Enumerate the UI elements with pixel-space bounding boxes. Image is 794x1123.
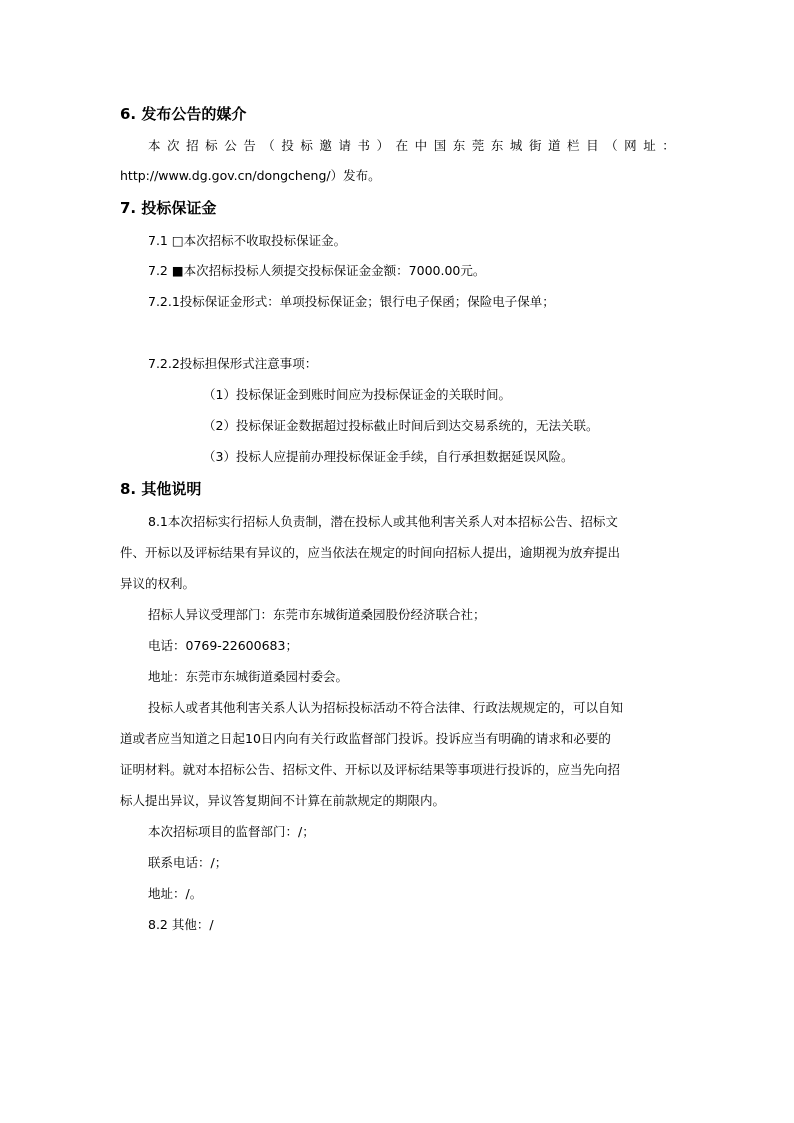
section-6-char: 网 (624, 138, 637, 153)
section-6-heading: 6. 发布公告的媒介 (120, 105, 247, 123)
section-6-char: 次 (167, 138, 180, 153)
phone: 电话：0769-22600683； (148, 638, 298, 653)
contact-phone: 联系电话：/； (148, 855, 228, 870)
para-8-1-line-1: 8.1本次招标实行招标人负责制，潜在投标人或其他利害关系人对本招标公告、招标文 (148, 514, 618, 529)
section-6-char: ） (376, 138, 390, 153)
section-6-text-line-1 (148, 136, 675, 154)
para-2-line-3: 证明材料。就对本招标公告、招标文件、开标以及评标结果等事项进行投诉的，应当先向招 (120, 762, 621, 777)
para-2-line-2: 道或者应当知道之日起10日内向有关行政监督部门投诉。投诉应当有明确的请求和必要的 (120, 731, 611, 746)
note-2: （2）投标保证金数据超过投标截止时间后到达交易系统的，无法关联。 (203, 418, 599, 433)
section-6-char: 在 (395, 138, 409, 153)
section-6-char: 东 (452, 138, 466, 153)
para-2-line-4: 标人提出异议，异议答复期间不计算在前款规定的期限内。 (120, 793, 446, 808)
section-6-char: 投 (281, 138, 294, 153)
section-6-char: 城 (509, 138, 523, 153)
para-8-1-line-3: 异议的权利。 (120, 576, 196, 591)
section-6-char: 址 (643, 138, 656, 153)
item-7-2-1: 7.2.1投标保证金形式：单项投标保证金；银行电子保函；保险电子保单； (148, 294, 555, 309)
section-6-char: 请 (338, 138, 351, 153)
supervise-address: 地址：/。 (148, 886, 203, 901)
para-8-1-line-2: 件、开标以及评标结果有异议的，应当依法在规定的时间向招标人提出，逾期视为放弃提出 (120, 545, 621, 560)
section-6-char: 东 (490, 138, 504, 153)
section-6-char: 栏 (567, 138, 580, 153)
section-6-char: 告 (243, 138, 256, 153)
section-6-char: 公 (224, 138, 237, 153)
item-7-2-2: 7.2.2投标担保形式注意事项： (148, 356, 318, 371)
section-6-char: 标 (205, 138, 218, 153)
section-6-text-line-2: http://www.dg.gov.cn/dongcheng/）发布。 (120, 168, 381, 183)
section-6-char: 邀 (319, 138, 332, 153)
note-3: （3）投标人应提前办理投标保证金手续，自行承担数据延误风险。 (203, 449, 574, 464)
section-6-char: 道 (547, 138, 561, 153)
section-6-char: 标 (300, 138, 313, 153)
section-6-char: （ (605, 138, 618, 153)
item-7-1: 7.1 □本次招标不收取投标保证金。 (148, 233, 347, 248)
address: 地址：东莞市东城街道桑园村委会。 (148, 669, 349, 684)
section-6-char: 街 (528, 138, 542, 153)
section-6-char: 本 (148, 138, 161, 153)
para-2-line-1: 投标人或者其他利害关系人认为招标投标活动不符合法律、行政法规规定的，可以自知 (148, 700, 624, 715)
section-6-char: （ (262, 138, 275, 153)
section-6-char: 书 (357, 138, 371, 153)
note-1: （1）投标保证金到账时间应为投标保证金的关联时间。 (203, 387, 511, 402)
section-7-heading: 7. 投标保证金 (120, 199, 217, 217)
item-7-2: 7.2 ■本次招标投标人须提交投标保证金金额：7000.00元。 (148, 263, 486, 278)
supervise-department: 本次招标项目的监督部门：/； (148, 824, 315, 839)
section-6-char: 招 (186, 138, 199, 153)
section-8-heading: 8. 其他说明 (120, 480, 202, 498)
section-6-char: 目 (586, 138, 599, 153)
section-6-char: 国 (433, 138, 447, 153)
item-8-2: 8.2 其他：/ (148, 917, 214, 932)
section-6-char: 莞 (471, 138, 485, 153)
objection-department: 招标人异议受理部门：东莞市东城街道桑园股份经济联合社； (148, 607, 486, 622)
section-6-char: 中 (414, 138, 428, 153)
section-6-char: ： (662, 138, 675, 153)
